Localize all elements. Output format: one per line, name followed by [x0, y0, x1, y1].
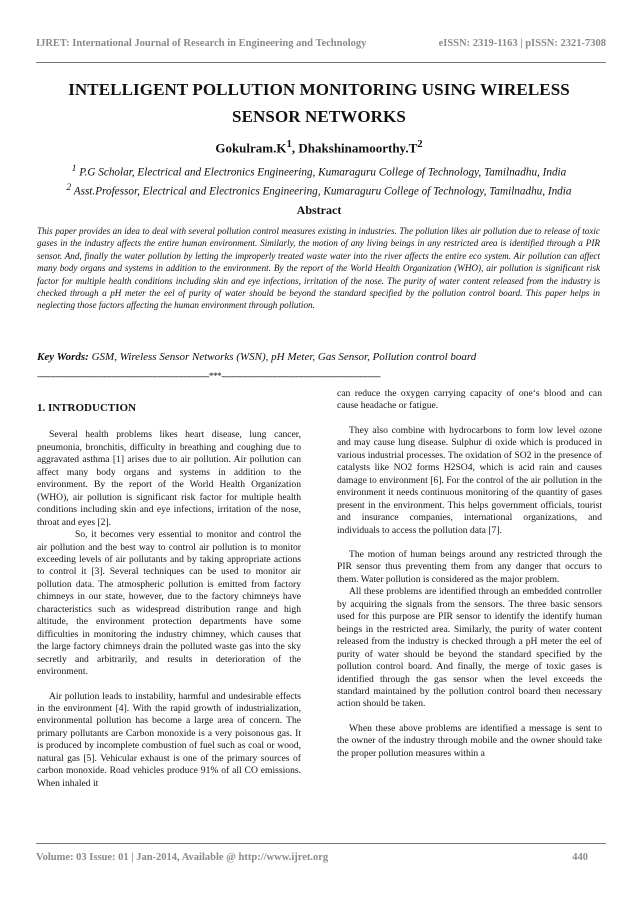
left-column [37, 402, 301, 802]
author-1-sup: 1 [286, 138, 292, 150]
right-column [337, 388, 602, 772]
author-2: Dhakshinamoorthy.T [298, 140, 418, 156]
affiliations [30, 162, 608, 199]
issn: eISSN: 2319-1163 | pISSN: 2321-7308 [438, 38, 606, 49]
paragraph: When these above problems are identified a message is sent to the owner of the industry through mobile and the owner should take the proper pollution measures within a [337, 722, 602, 759]
paragraph: All these problems are identified through an embedded controller by acquiring the signals from the sensors. The three basic sensors used for this purpose are PIR sensor to identify the identify human beings in the restricted area. Similarly, the purity of water content released from the industry is checked through a pH meter the eel of purity of water should be beyond the standard specified by the pollution control board. And finally, the merge of toxic gases is identified through the gas sensor when the level exceeds the standard maintained by the pollution control board then necessary action should be taken. [337, 586, 602, 710]
affiliation-1-sup: 1 [71, 164, 77, 174]
authors [0, 138, 638, 156]
title-line-2: SENSOR NETWORKS [232, 107, 406, 126]
affiliation-1-text: P.G Scholar, Electrical and Electronics Engineering, Kumaraguru College of Technology, Tamilnadhu, India [76, 166, 567, 179]
header-rule [36, 62, 606, 63]
section-heading: 1. INTRODUCTION [37, 402, 137, 414]
page-number: 440 [572, 852, 588, 863]
abstract-text: This paper provides an idea to deal with several pollution control measures existing in industries. The pollution likes air pollution due to release of toxic gases in the industry affects the entire human environment. Similarly, the motion of any living beings in any restricted area is identified through a PIR sensor. And, finally the water pollution by letting the improperly treated waste water into the river affects the entire eco system. Air pollution can affect many body organs and systems in addition to the environment. By the report of the World Health Organization (WHO), air pollution is significant risk factor for multiple health conditions including skin and eye infections, irritation of the nose. The purity of water content released from the industry is checked through a pH meter the eel of purity of water should be beyond the standard specified by the pollution control board. This paper helps in neglecting those factors affecting the human environment through pollution. [37, 226, 600, 311]
author-sep: , [291, 140, 299, 156]
affiliation-2-text: Asst.Professor, Electrical and Electronics Engineering, Kumaraguru College of Technology, Tamilnadhu, India [71, 185, 572, 198]
author-2-sup: 2 [417, 138, 423, 150]
paragraph: The motion of human beings around any restricted through the PIR sensor thus preventing them from any danger that occurs to them. Water pollution is considered as the major problem. [337, 548, 602, 585]
abstract-heading: Abstract [296, 203, 342, 217]
paragraph: So, it becomes very essential to monitor and control the air pollution and the best way to control air pollution is to monitor exceeding levels of air pollutants and by taking appropriate actions to control it [3]. Several techniques can be used to monitor air pollution data. The atmospheric pollution is emitted from factory chimneys in our state, however, due to the factory chimneys have characteristics such as widespread distribution range and high altitude, the environment protection departments have some difficulties in monitoring the industry chimney, which causes that the large factory chimneys drain the polluted waste gas into the sky secretly and arbitrarily, and results in deterioration of the environment. [37, 529, 301, 678]
paragraph: They also combine with hydrocarbons to form low level ozone and may cause lung disease. Sulphur di oxide which is produced in various industrial processes. The oxidation of SO2 in the presence of catalysts like NO2 forms H2SO4, which is acid rain and causes damage to environment [6]. For the control of the air pollution in the environment it needs continuous monitoring of the quantity of gases present in the environment. This helps government officials, tourist and insurance companies, international organizations, and individuals to access the pollution data [7]. [337, 424, 602, 536]
keywords-list: GSM, Wireless Sensor Networks (WSN), pH Meter, Gas Sensor, Pollution control board [88, 351, 477, 363]
journal-name: IJRET: International Journal of Research in Engineering and Technology [36, 38, 367, 49]
running-header [36, 38, 606, 49]
affiliation-2 [30, 181, 608, 200]
keywords-label: Key Words: [37, 351, 89, 363]
section-divider: -------------------------------------------------------------------***-------------------------------------------------------------- [37, 372, 381, 382]
affiliation-1 [30, 162, 608, 181]
paragraph: Several health problems likes heart disease, lung cancer, pneumonia, bronchitis, difficulty in breathing and coughing due to aggravated asthma [1] arises due to air pollution. Air pollution can affect many body organs and systems in addition to the environment. By the report of the World Health Organization (WHO), air pollution is significant risk factor for multiple health conditions including skin and eye infections, irritation of the nose, throat and eyes [2]. [37, 429, 301, 528]
author-1: Gokulram.K [215, 140, 287, 156]
affiliation-2-sup: 2 [66, 182, 72, 193]
paragraph: can reduce the oxygen carrying capacity of one‘s blood and can cause headache or fatigue. [337, 388, 602, 412]
paragraph: Air pollution leads to instability, harmful and undesirable effects in the environment [4]. With the rapid growth of industrialization, environmental pollution has become a large area of concern. The primary pollutants are Carbon monoxide is a very poisonous gas. It is produced by incomplete combustion of fuel such as coal or wood, natural gas [5]. Vehicular exhaust is one of the primary sources of carbon monoxide. Road vehicles produce 91% of all CO emissions. When inhaled it [37, 690, 301, 789]
paper-title [40, 76, 598, 130]
running-footer [36, 852, 588, 863]
volume-info: Volume: 03 Issue: 01 | Jan-2014, Available @ http://www.ijret.org [36, 852, 329, 863]
keywords [37, 351, 608, 363]
footer-rule [36, 843, 606, 844]
title-line-1: INTELLIGENT POLLUTION MONITORING USING WIRELESS [68, 80, 570, 99]
